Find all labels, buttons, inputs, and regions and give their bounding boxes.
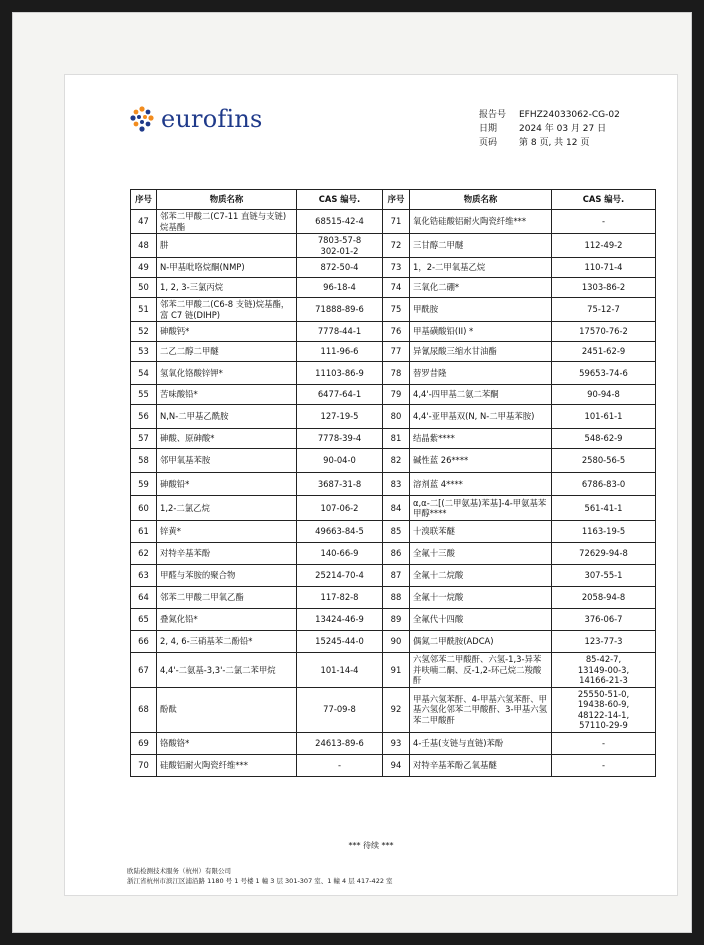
page-number: 第 8 页, 共 12 页 (519, 138, 590, 148)
row-number-left: 48 (131, 234, 157, 258)
table-row (131, 732, 656, 754)
row-number-right: 80 (383, 405, 410, 429)
cas-number-left: 25214-70-4 (297, 565, 383, 587)
cas-number-right: 75-12-7 (552, 298, 656, 322)
substance-name-right: 4,4'-四甲基二氨二苯酮 (410, 385, 552, 405)
substance-name-left: 1, 2, 3-三氯丙烷 (157, 278, 297, 298)
eurofins-logo (128, 104, 263, 134)
row-number-right: 79 (383, 385, 410, 405)
cas-number-right: 110-71-4 (552, 258, 656, 278)
table-row (131, 754, 656, 776)
table-row (131, 322, 656, 342)
report-number-label: 报告号 (479, 110, 507, 120)
col-header-name-right: 物质名称 (410, 190, 552, 210)
cas-number-left: 6477-64-1 (297, 385, 383, 405)
cas-number-right: 101-61-1 (552, 405, 656, 429)
cas-number-left: 117-82-8 (297, 587, 383, 609)
row-number-right: 87 (383, 565, 410, 587)
col-header-name-left: 物质名称 (157, 190, 297, 210)
cas-number-left: 68515-42-4 (297, 210, 383, 234)
cas-number-right: 59653-74-6 (552, 362, 656, 385)
table-row (131, 342, 656, 362)
cas-number-right: - (552, 732, 656, 754)
row-number-right: 82 (383, 449, 410, 473)
table-row (131, 631, 656, 653)
cas-number-left: 101-14-4 (297, 653, 383, 688)
row-number-right: 75 (383, 298, 410, 322)
substance-name-right: 三甘醇二甲醚 (410, 234, 552, 258)
cas-number-right: - (552, 210, 656, 234)
row-number-left: 64 (131, 587, 157, 609)
table-row (131, 362, 656, 385)
row-number-right: 92 (383, 687, 410, 732)
substance-name-right: 全氟十一烷酸 (410, 587, 552, 609)
cas-number-right: 25550-51-0, 19438-60-9, 48122-14-1, 57110-29-9 (552, 687, 656, 732)
substance-name-left: 邻苯二甲酸二甲氧乙酯 (157, 587, 297, 609)
cas-number-left: 872-50-4 (297, 258, 383, 278)
cas-number-right: 72629-94-8 (552, 543, 656, 565)
cas-number-right: 85-42-7, 13149-00-3, 14166-21-3 (552, 653, 656, 688)
report-page (64, 74, 678, 896)
substance-name-left: 砷酸、原砷酸* (157, 429, 297, 449)
cas-number-left: - (297, 754, 383, 776)
row-number-right: 88 (383, 587, 410, 609)
table-body (131, 210, 656, 777)
report-number: EFHZ24033062-CG-02 (519, 110, 620, 120)
substance-name-right: α,α-二[(二甲氨基)苯基]-4-甲氨基苯甲醇**** (410, 496, 552, 521)
row-number-left: 67 (131, 653, 157, 688)
col-header-no-right: 序号 (383, 190, 410, 210)
substance-name-left: 硅酸铝耐火陶瓷纤维*** (157, 754, 297, 776)
row-number-right: 93 (383, 732, 410, 754)
cas-number-right: 17570-76-2 (552, 322, 656, 342)
table-row (131, 496, 656, 521)
substance-name-left: 4,4'-二氨基-3,3'-二氯二苯甲烷 (157, 653, 297, 688)
company-address: 浙江省杭州市滨江区浦沿路 1180 号 1 号楼 1 幢 3 层 301-307 室、1 幢 4 层 417-422 室 (127, 877, 393, 885)
row-number-right: 74 (383, 278, 410, 298)
cas-number-left: 90-04-0 (297, 449, 383, 473)
cas-number-right: 1303-86-2 (552, 278, 656, 298)
report-date: 2024 年 03 月 27 日 (519, 124, 607, 134)
row-number-left: 68 (131, 687, 157, 732)
substance-name-right: 1，2-二甲氧基乙烷 (410, 258, 552, 278)
table-row (131, 210, 656, 234)
substance-name-left: 砷酸钙* (157, 322, 297, 342)
cas-number-left: 7778-39-4 (297, 429, 383, 449)
substance-name-left: 叠氮化铅* (157, 609, 297, 631)
cas-number-left: 111-96-6 (297, 342, 383, 362)
cas-number-left: 13424-46-9 (297, 609, 383, 631)
substance-name-right: 对特辛基苯酚乙氧基醚 (410, 754, 552, 776)
row-number-left: 57 (131, 429, 157, 449)
row-number-right: 78 (383, 362, 410, 385)
continued-note: *** 待续 *** (348, 841, 394, 850)
table-row (131, 521, 656, 543)
cas-number-right: 561-41-1 (552, 496, 656, 521)
row-number-right: 83 (383, 473, 410, 496)
substance-name-right: 甲基六氢苯酐、4-甲基六氢苯酐、甲基六氢化邻苯二甲酸酐、3-甲基六氢苯二甲酸酐 (410, 687, 552, 732)
substance-name-left: N,N-二甲基乙酰胺 (157, 405, 297, 429)
row-number-right: 89 (383, 609, 410, 631)
row-number-right: 71 (383, 210, 410, 234)
row-number-right: 90 (383, 631, 410, 653)
row-number-right: 86 (383, 543, 410, 565)
cas-number-left: 7778-44-1 (297, 322, 383, 342)
cas-number-right: 2451-62-9 (552, 342, 656, 362)
col-header-cas-right: CAS 编号. (552, 190, 656, 210)
substance-name-left: 2, 4, 6-三硝基苯二酚铅* (157, 631, 297, 653)
cas-number-left: 127-19-5 (297, 405, 383, 429)
row-number-left: 52 (131, 322, 157, 342)
row-number-left: 56 (131, 405, 157, 429)
page-label: 页码 (479, 138, 498, 148)
row-number-left: 65 (131, 609, 157, 631)
company-info (127, 866, 393, 886)
substance-name-left: 氢氧化铬酸锌钾* (157, 362, 297, 385)
substance-name-right: 全氟十三酸 (410, 543, 552, 565)
substance-name-left: 苦味酸铅* (157, 385, 297, 405)
cas-number-right: 2058-94-8 (552, 587, 656, 609)
substance-name-right: 六氢邻苯二甲酸酐、六氢-1,3-异苯并呋喃二酮、反-1,2-环己烷二羧酸酐 (410, 653, 552, 688)
table-row (131, 653, 656, 688)
substance-name-left: 邻苯二甲酸二(C6-8 支链)烷基酯，富 C7 链(DIHP) (157, 298, 297, 322)
row-number-left: 69 (131, 732, 157, 754)
row-number-left: 47 (131, 210, 157, 234)
table-row (131, 609, 656, 631)
cas-number-right: - (552, 754, 656, 776)
cas-number-left: 3687-31-8 (297, 473, 383, 496)
row-number-left: 63 (131, 565, 157, 587)
substance-name-right: 4-壬基(支链与直链)苯酚 (410, 732, 552, 754)
report-meta (479, 108, 620, 150)
col-header-no-left: 序号 (131, 190, 157, 210)
row-number-right: 84 (383, 496, 410, 521)
substance-table (130, 189, 656, 777)
substance-name-left: 锌黄* (157, 521, 297, 543)
logo-text: eurofins (161, 105, 263, 133)
company-name: 欧陆检测技术服务（杭州）有限公司 (127, 867, 231, 875)
row-number-left: 70 (131, 754, 157, 776)
row-number-left: 62 (131, 543, 157, 565)
row-number-left: 58 (131, 449, 157, 473)
cas-number-right: 2580-56-5 (552, 449, 656, 473)
report-number-row (479, 108, 620, 122)
substance-name-left: 甲醛与苯胺的聚合物 (157, 565, 297, 587)
substance-name-left: 铬酸铬* (157, 732, 297, 754)
cas-number-left: 107-06-2 (297, 496, 383, 521)
table-row (131, 234, 656, 258)
table-row (131, 429, 656, 449)
table-row (131, 298, 656, 322)
row-number-right: 81 (383, 429, 410, 449)
substance-name-left: 酚酞 (157, 687, 297, 732)
substance-name-left: 邻苯二甲酸二(C7-11 直链与支链)烷基酯 (157, 210, 297, 234)
table-row (131, 258, 656, 278)
substance-name-right: 全氟十二烷酸 (410, 565, 552, 587)
table-header-row (131, 190, 656, 210)
substance-name-right: 4,4'-亚甲基双(N, N-二甲基苯胺) (410, 405, 552, 429)
substance-name-left: 二乙二醇二甲醚 (157, 342, 297, 362)
date-label: 日期 (479, 124, 498, 134)
substance-name-right: 碱性蓝 26**** (410, 449, 552, 473)
row-number-right: 76 (383, 322, 410, 342)
cas-number-right: 6786-83-0 (552, 473, 656, 496)
eurofins-logo-icon (128, 105, 156, 133)
row-number-left: 54 (131, 362, 157, 385)
substance-name-right: 结晶紫**** (410, 429, 552, 449)
row-number-left: 53 (131, 342, 157, 362)
date-row (479, 122, 620, 136)
row-number-left: 55 (131, 385, 157, 405)
cas-number-left: 77-09-8 (297, 687, 383, 732)
substance-name-left: 砷酸铅* (157, 473, 297, 496)
substance-name-right: 三氧化二硼* (410, 278, 552, 298)
row-number-right: 73 (383, 258, 410, 278)
frame-mat (12, 12, 692, 933)
row-number-right: 91 (383, 653, 410, 688)
cas-number-left: 24613-89-6 (297, 732, 383, 754)
table-row (131, 687, 656, 732)
row-number-left: 66 (131, 631, 157, 653)
cas-number-left: 49663-84-5 (297, 521, 383, 543)
substance-name-left: 对特辛基苯酚 (157, 543, 297, 565)
substance-name-left: N-甲基吡咯烷酮(NMP) (157, 258, 297, 278)
row-number-left: 50 (131, 278, 157, 298)
cas-number-left: 7803-57-8 302-01-2 (297, 234, 383, 258)
substance-name-right: 甲基磺酸铅(II) * (410, 322, 552, 342)
substance-name-left: 1,2-二氯乙烷 (157, 496, 297, 521)
cas-number-right: 123-77-3 (552, 631, 656, 653)
substance-name-right: 十溴联苯醚 (410, 521, 552, 543)
row-number-left: 60 (131, 496, 157, 521)
cas-number-right: 90-94-8 (552, 385, 656, 405)
cas-number-left: 140-66-9 (297, 543, 383, 565)
table-row (131, 543, 656, 565)
table-row (131, 565, 656, 587)
table-row (131, 449, 656, 473)
row-number-right: 72 (383, 234, 410, 258)
cas-number-right: 307-55-1 (552, 565, 656, 587)
cas-number-right: 1163-19-5 (552, 521, 656, 543)
substance-name-right: 氧化锆硅酸铝耐火陶瓷纤维*** (410, 210, 552, 234)
table-row (131, 385, 656, 405)
substance-name-right: 溶剂蓝 4**** (410, 473, 552, 496)
table-row (131, 587, 656, 609)
cas-number-left: 15245-44-0 (297, 631, 383, 653)
substance-name-right: 替罗昔隆 (410, 362, 552, 385)
page-row (479, 136, 620, 150)
row-number-right: 94 (383, 754, 410, 776)
substance-name-right: 甲酰胺 (410, 298, 552, 322)
table-row (131, 405, 656, 429)
substance-name-right: 偶氮二甲酰胺(ADCA) (410, 631, 552, 653)
cas-number-left: 71888-89-6 (297, 298, 383, 322)
row-number-right: 85 (383, 521, 410, 543)
row-number-left: 59 (131, 473, 157, 496)
row-number-left: 51 (131, 298, 157, 322)
table-row (131, 278, 656, 298)
cas-number-left: 11103-86-9 (297, 362, 383, 385)
substance-name-right: 全氟代十四酸 (410, 609, 552, 631)
substance-name-left: 邻甲氧基苯胺 (157, 449, 297, 473)
cas-number-right: 112-49-2 (552, 234, 656, 258)
table-row (131, 473, 656, 496)
cas-number-right: 376-06-7 (552, 609, 656, 631)
col-header-cas-left: CAS 编号. (297, 190, 383, 210)
row-number-left: 61 (131, 521, 157, 543)
row-number-right: 77 (383, 342, 410, 362)
cas-number-left: 96-18-4 (297, 278, 383, 298)
row-number-left: 49 (131, 258, 157, 278)
cas-number-right: 548-62-9 (552, 429, 656, 449)
substance-name-right: 异氰尿酸三缩水甘油酯 (410, 342, 552, 362)
substance-name-left: 肼 (157, 234, 297, 258)
